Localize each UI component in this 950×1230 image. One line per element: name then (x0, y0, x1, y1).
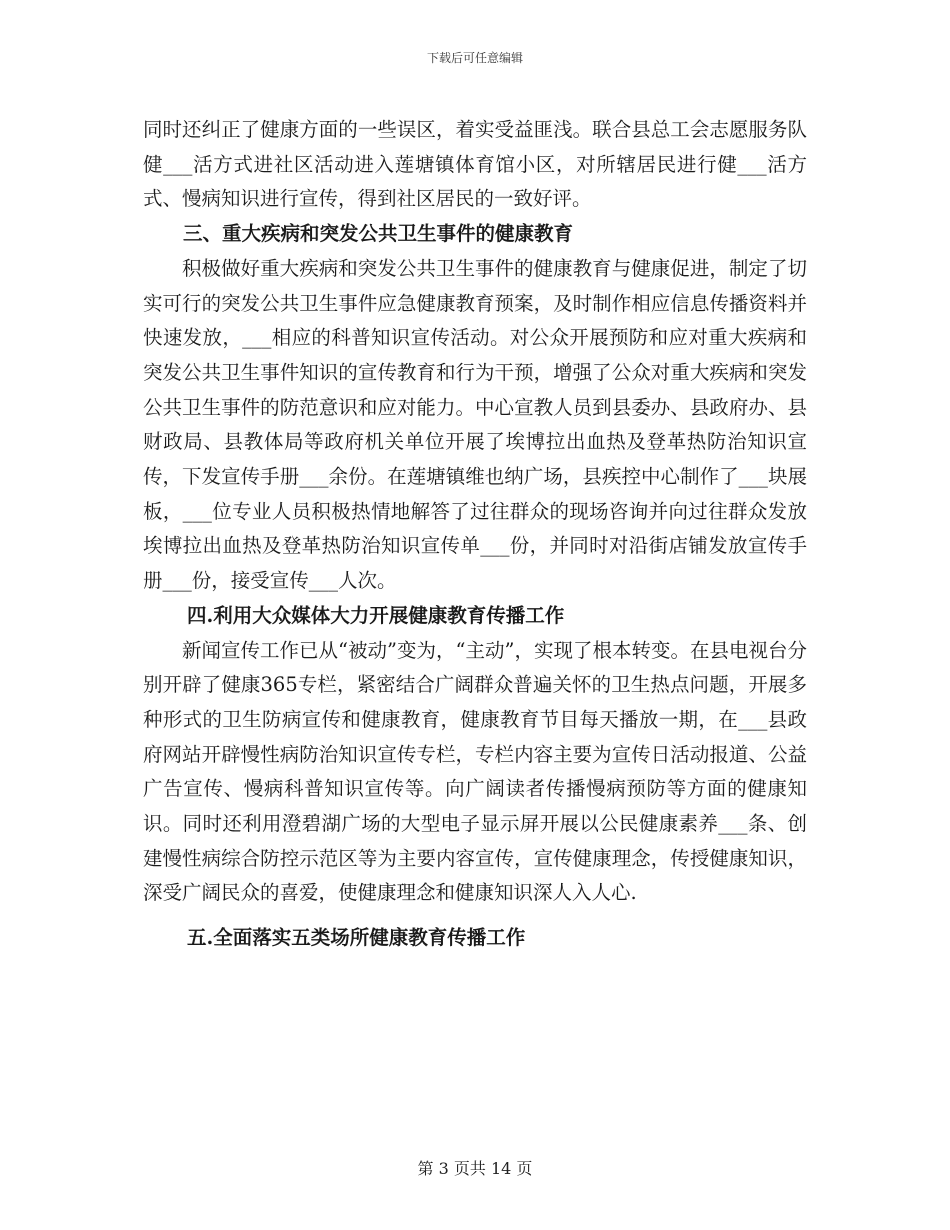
document-body (143, 113, 807, 956)
page-number: 第 3 页共 14 页 (417, 1159, 533, 1178)
paragraph-mass-media: 新闻宣传工作已从“被动”变为，“主动”，实现了根本转变。在县电视台分别开辟了健康365专栏，紧密结合广阔群众普遍关怀的卫生热点问题，开展多种形式的卫生防病宣传和健康教育，健康教育节目每天播放一期，在___县政府网站开辟慢性病防治知识宣传专栏，专栏内容主要为宣传日活动报道、公益广告宣传、慢病科普知识宣传等。向广阔读者传播慢病预防等方面的健康知识。同时还利用澄碧湖广场的大型电子显示屏开展以公民健康素养___条、创建慢性病综合防控示范区等为主要内容宣传，宣传健康理念，传授健康知识，深受广阔民众的喜爱，使健康理念和健康知识深人入人心. (143, 638, 807, 905)
paragraph-major-disease-education: 积极做好重大疾病和突发公共卫生事件的健康教育与健康促进，制定了切实可行的突发公共卫生事件应急健康教育预案，及时制作相应信息传播资料并快速发放，___相应的科普知识宣传活动。对公众开展预防和应对重大疾病和突发公共卫生事件知识的宣传教育和行为干预，增强了公众对重大疾病和突发公共卫生事件的防范意识和应对能力。中心宣教人员到县委办、县政府办、县财政局、县教体局等政府机关单位开展了埃博拉出血热及登革热防治知识宣传，下发宣传手册___余份。在莲塘镇维也纳广场，县疾控中心制作了___块展板，___位专业人员积极热情地解答了过往群众的现场咨询并向过往群众发放埃博拉出血热及登革热防治知识宣传单___份，并同时对沿街店铺发放宣传手册___份，接受宣传___人次。 (143, 256, 807, 593)
section-heading-4: 四.利用大众媒体大力开展健康教育传播工作 (187, 603, 565, 627)
section-heading-3: 三、重大疾病和突发公共卫生事件的健康教育 (183, 222, 574, 246)
page-header: 下载后可任意编辑 (426, 51, 523, 65)
section-heading-5: 五.全面落实五类场所健康教育传播工作 (187, 926, 526, 950)
paragraph-community-activity: 同时还纠正了健康方面的一些误区，着实受益匪浅。联合县总工会志愿服务队健___活方式进社区活动进入莲塘镇体育馆小区，对所辖居民进行健___活方式、慢病知识进行宣传，得到社区居民的一致好评。 (143, 118, 807, 211)
